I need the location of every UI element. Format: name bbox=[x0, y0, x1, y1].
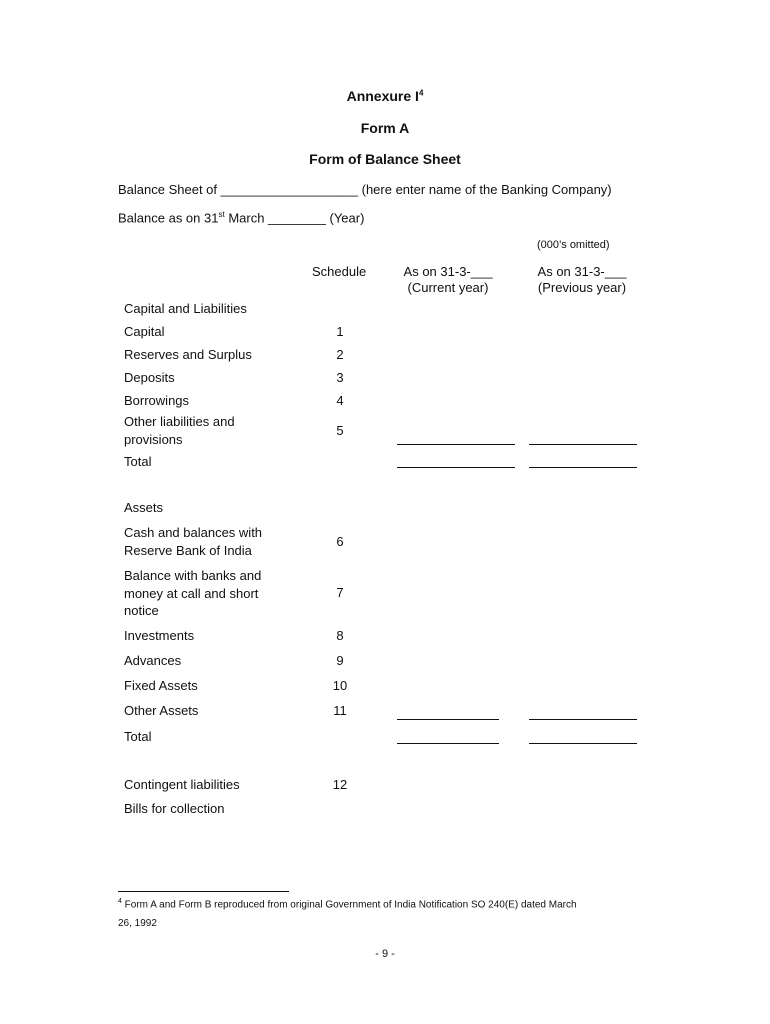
footnote-rule bbox=[118, 891, 289, 892]
previous-year-total-line bbox=[529, 467, 637, 468]
row-label-borrowings: Borrowings bbox=[124, 393, 190, 408]
schedule-column-header: Schedule bbox=[312, 264, 367, 279]
schedule-number: 4 bbox=[336, 393, 344, 408]
form-title: Form of Balance Sheet bbox=[309, 151, 461, 167]
assets-total-label: Total bbox=[124, 729, 152, 744]
current-year-column-header: As on 31-3-___ (Current year) bbox=[403, 264, 493, 295]
assets-heading: Assets bbox=[124, 500, 164, 515]
row-label-contingent-liabilities: Contingent liabilities bbox=[124, 777, 240, 792]
previous-year-total-line bbox=[529, 743, 637, 744]
schedule-number: 3 bbox=[336, 370, 344, 385]
schedule-number: 2 bbox=[336, 347, 344, 362]
current-year-subtotal-line bbox=[397, 719, 499, 720]
row-label-other-liabilities: Other liabilities and provisions bbox=[124, 414, 235, 447]
current-year-total-line bbox=[397, 743, 499, 744]
row-label-advances: Advances bbox=[124, 653, 182, 668]
row-label-reserves: Reserves and Surplus bbox=[124, 347, 252, 362]
row-label-capital: Capital bbox=[124, 324, 165, 339]
footnote-text-continued: 26, 1992 bbox=[118, 918, 157, 929]
form-label: Form A bbox=[360, 120, 410, 136]
current-year-subtotal-line bbox=[397, 444, 515, 445]
schedule-number: 8 bbox=[336, 628, 344, 643]
previous-year-subtotal-line bbox=[529, 719, 637, 720]
capital-liabilities-heading: Capital and Liabilities bbox=[124, 301, 247, 316]
previous-year-subtotal-line bbox=[529, 444, 637, 445]
page-number: - 9 - bbox=[375, 948, 395, 960]
schedule-number: 11 bbox=[333, 703, 347, 718]
row-label-balance-banks: Balance with banks and money at call and short notice bbox=[124, 568, 262, 618]
omitted-note: (000’s omitted) bbox=[537, 239, 610, 251]
row-label-deposits: Deposits bbox=[124, 370, 175, 385]
schedule-number: 10 bbox=[332, 678, 348, 693]
row-label-cash-rbi: Cash and balances with Reserve Bank of India bbox=[124, 525, 263, 558]
previous-year-column-header: As on 31-3-___ (Previous year) bbox=[537, 264, 627, 295]
schedule-number: 9 bbox=[336, 653, 344, 668]
schedule-number: 6 bbox=[336, 534, 344, 549]
current-year-total-line bbox=[397, 467, 515, 468]
annexure-title: Annexure $I^4$ bbox=[346, 88, 424, 104]
balance-as-on-line: Balance as on 31st March ________ (Year) bbox=[118, 210, 365, 226]
row-label-fixed-assets: Fixed Assets bbox=[124, 678, 198, 693]
capital-total-label: Total bbox=[124, 454, 152, 469]
balance-sheet-of-line: Balance Sheet of ___________________ (here enter name of the Banking Company) bbox=[118, 182, 612, 197]
row-label-other-assets: Other Assets bbox=[124, 703, 199, 718]
schedule-number: 1 bbox=[336, 324, 344, 339]
row-label-bills-collection: Bills for collection bbox=[124, 801, 225, 816]
schedule-number: 7 bbox=[336, 585, 344, 600]
schedule-number: 12 bbox=[332, 777, 348, 792]
row-label-investments: Investments bbox=[124, 628, 195, 643]
footnote-text: $^4$ Form A and Form B reproduced from original Government of India Notification SO 240(E) dated March bbox=[118, 898, 577, 911]
schedule-number: 5 bbox=[336, 423, 344, 438]
